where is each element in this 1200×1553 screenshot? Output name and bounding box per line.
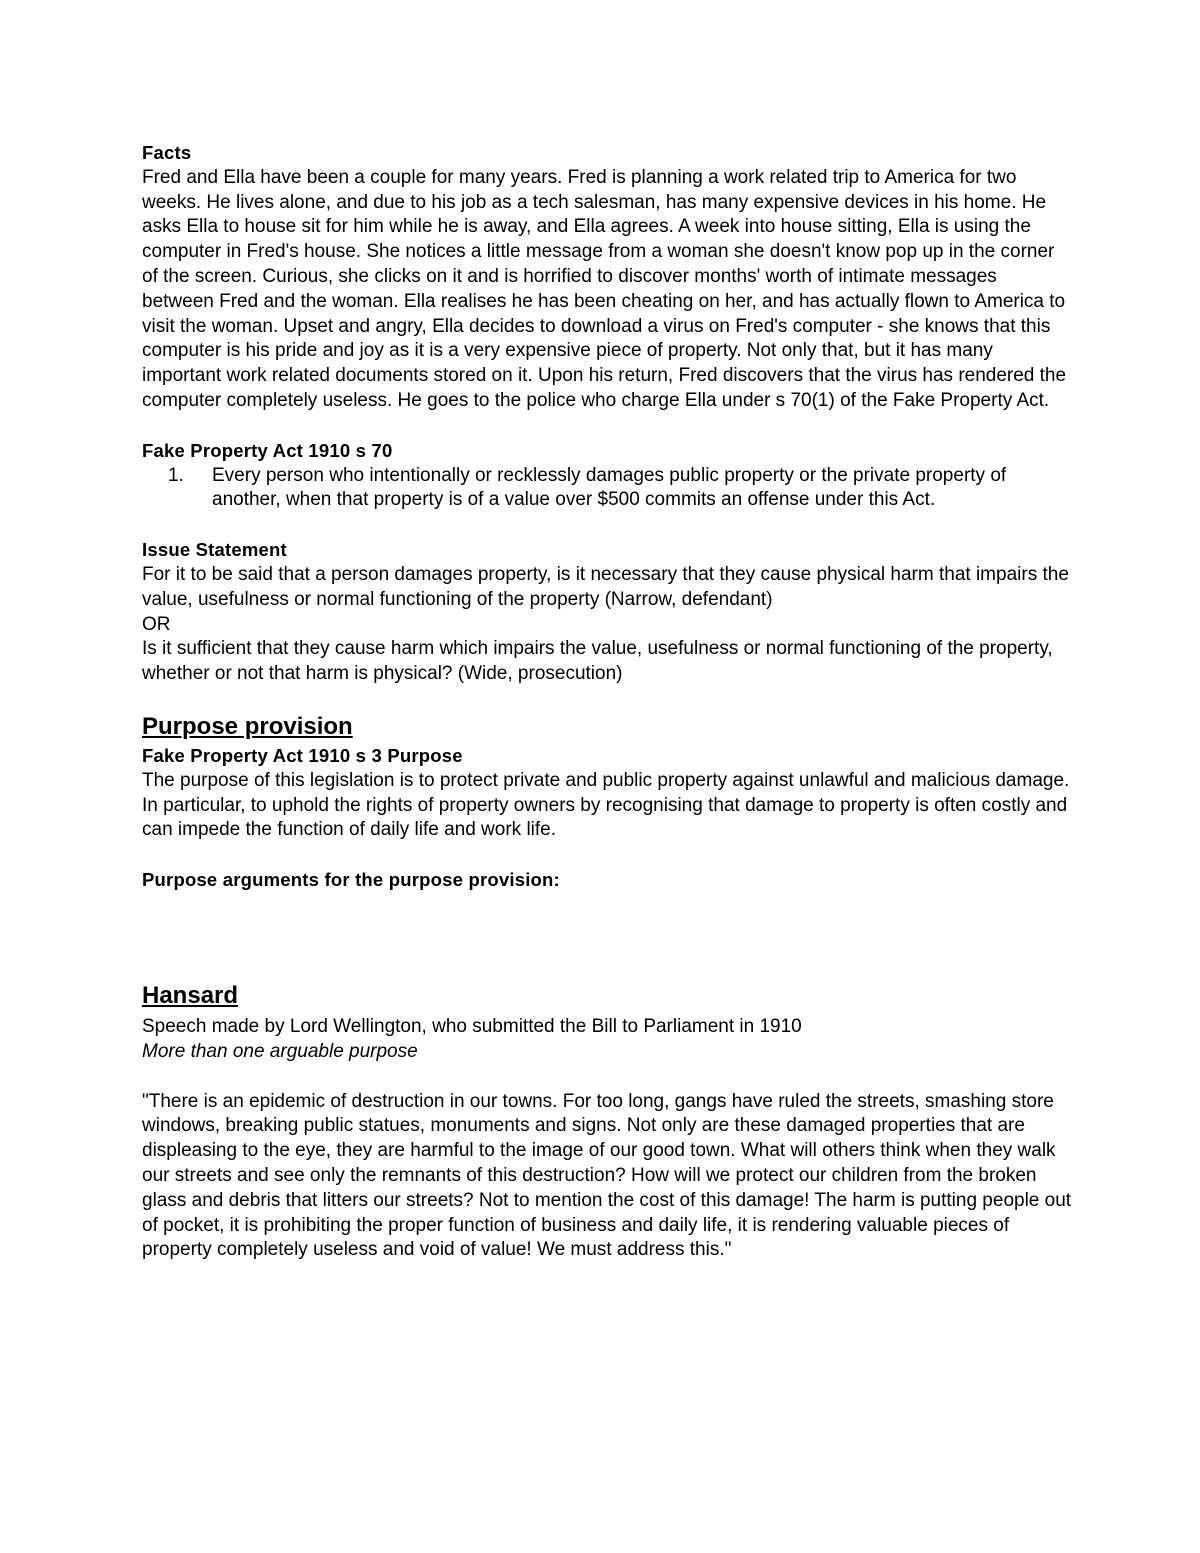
spacer — [142, 513, 1072, 538]
facts-section — [142, 141, 1072, 414]
hansard-quote: "There is an epidemic of destruction in our towns. For too long, gangs have ruled the streets, smashing store windows, breaking public statues, monuments and signs. Not only are these damaged properties that are displeasing to the eye, they are harmful to the image of our good town. What will others think when they walk our streets and see only the remnants of this destruction? How will we protect our children from the broken glass and debris that litters our streets? Not to mention the cost of this damage! The harm is putting people out of pocket, it is prohibiting the proper function of business and daily life, it is rendering valuable pieces of property completely useless and void of value! We must address this." — [142, 1090, 1072, 1261]
hansard-section — [142, 981, 1072, 1263]
issue-section — [142, 538, 1072, 687]
list-item-number-wrap — [142, 464, 212, 514]
purpose-subheading: Fake Property Act 1910 s 3 Purpose — [142, 744, 463, 766]
spacer — [142, 843, 1072, 868]
section-70-list — [142, 464, 1072, 514]
purpose-body: The purpose of this legislation is to protect private and public property against unlawful and malicious damage. In particular, to uphold the rights of property owners by recognising that damage to property is often costly and can impede the function of daily life and work life. — [142, 769, 1070, 841]
purpose-section — [142, 712, 1072, 893]
purpose-arguments-heading: Purpose arguments for the purpose provision: — [142, 869, 560, 891]
spacer — [142, 1065, 1072, 1090]
document-page — [142, 141, 1072, 1263]
facts-heading: Facts — [142, 142, 192, 163]
spacer — [142, 687, 1072, 712]
spacer — [142, 414, 1072, 439]
hansard-note: More than one arguable purpose — [142, 1040, 418, 1062]
spacer — [142, 893, 1072, 981]
hansard-intro: Speech made by Lord Wellington, who submitted the Bill to Parliament in 1910 — [142, 1015, 802, 1037]
section-70-heading: Fake Property Act 1910 s 70 — [142, 439, 393, 461]
section-70 — [142, 439, 1072, 513]
issue-or: OR — [142, 613, 171, 635]
issue-heading: Issue Statement — [142, 539, 287, 561]
issue-narrow: For it to be said that a person damages property, is it necessary that they cause physical harm that impairs the value, usefulness or normal functioning of the property (Narrow, defendant) — [142, 563, 1069, 610]
list-item — [142, 464, 1072, 514]
purpose-title: Purpose provision — [142, 712, 353, 740]
issue-wide: Is it sufficient that they cause harm which impairs the value, usefulness or normal functioning of the property, whether or not that harm is physical? (Wide, prosecution) — [142, 638, 1053, 685]
list-item-number: 1. — [168, 464, 184, 486]
list-item-text: Every person who intentionally or recklessly damages public property or the private property of another, when that property is of a value over $500 commits an offense under this Act. — [212, 464, 1007, 511]
facts-body: Fred and Ella have been a couple for many years. Fred is planning a work related trip to America for two weeks. He lives alone, and due to his job as a tech salesman, has many expensive devices in his home. He asks Ella to house sit for him while he is away, and Ella agrees. A week into house sitting, Ella is using the computer in Fred's house. She notices a little message from a woman she doesn't know pop up in the corner of the screen. Curious, she clicks on it and is horrified to discover months' worth of intimate messages between Fred and the woman. Ella realises he has been cheating on her, and has actually flown to America to visit the woman. Upset and angry, Ella decides to download a virus on Fred's computer - she knows that this computer is his pride and joy as it is a very expensive piece of property. Not only that, but it has many important work related documents stored on it. Upon his return, Fred discovers that the virus has rendered the computer completely useless. He goes to the police who charge Ella under s 70(1) of the Fake Property Act. — [142, 166, 1067, 411]
hansard-title: Hansard — [142, 981, 239, 1009]
